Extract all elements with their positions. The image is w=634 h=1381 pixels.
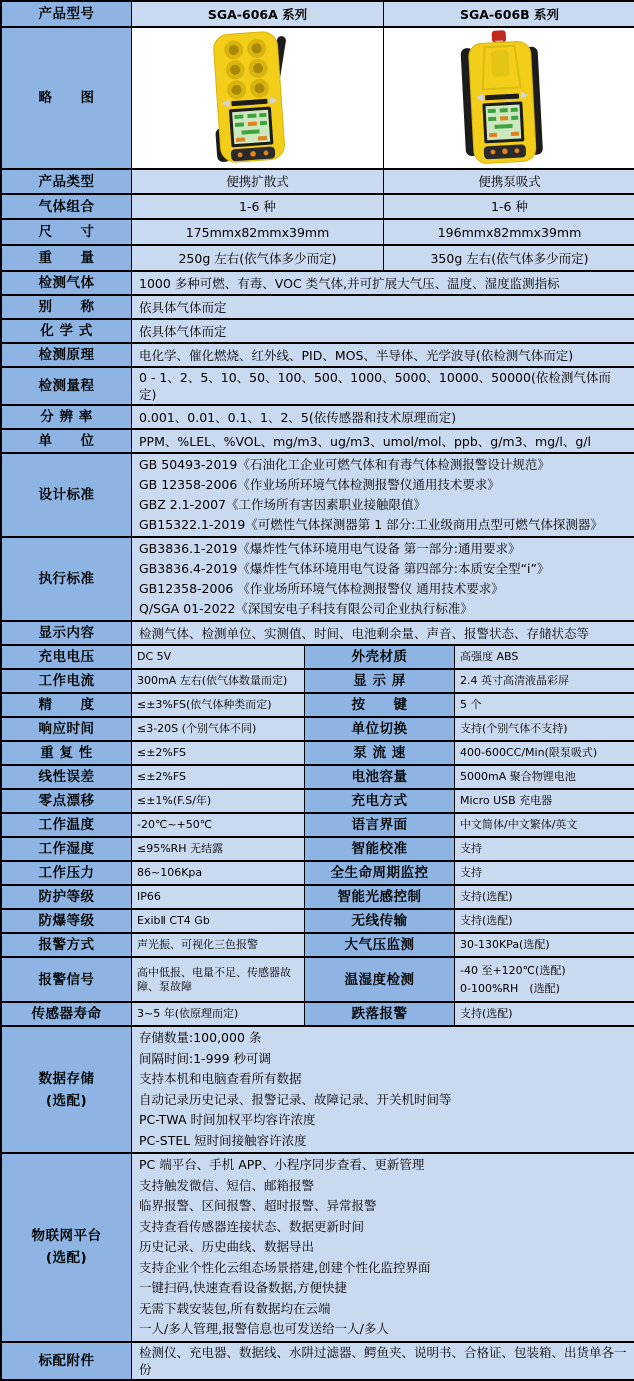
product-photo-sga606b xyxy=(384,28,634,170)
spec-value-cell: 便携泵吸式 xyxy=(384,170,634,195)
spec-label-cell: 泵 流 速 xyxy=(305,742,455,766)
spec-value-cell: 支持(选配) xyxy=(455,910,634,934)
spec-label-cell: 线性误差 xyxy=(2,766,132,790)
spec-label-cell: 报警信号 xyxy=(2,958,132,1003)
spec-line: -40 至+120℃(选配) xyxy=(460,963,566,977)
spec-label-cell: 大气压监测 xyxy=(305,934,455,958)
spec-value-cell: 1-6 种 xyxy=(384,195,634,220)
product-photo-sga606a xyxy=(132,28,384,170)
spec-line: GB3836.1-2019《爆炸性气体环境用电气设备 第一部分:通用要求》 xyxy=(139,541,521,556)
spec-value-cell: 支持 xyxy=(455,838,634,862)
spec-value-cell: ≤±3%FS(依气体种类而定) xyxy=(132,694,305,718)
spec-value-cell: 电化学、催化燃烧、红外线、PID、MOS、半导体、光学波导(依检测气体而定) xyxy=(132,344,634,368)
spec-label-cell: 工作电流 xyxy=(2,670,132,694)
spec-line: PC-STEL 短时间接触容许浓度 xyxy=(139,1132,307,1148)
spec-section-bottom xyxy=(2,1027,634,1381)
spec-label-cell: 重 复 性 xyxy=(2,742,132,766)
spec-line: PC 端平台、手机 APP、小程序同步查看、更新管理 xyxy=(139,1157,425,1172)
spec-value-cell: 依具体气体而定 xyxy=(132,320,634,344)
spec-line: GB 12358-2006《作业场所环境气体检测报警仪通用技术要求》 xyxy=(139,477,500,492)
spec-section-specs2col xyxy=(2,272,634,646)
spec-line: 一键扫码,快速查看设备数据,方便快捷 xyxy=(139,1280,347,1295)
spec-value-cell: 高强度 ABS xyxy=(455,646,634,670)
spec-value-cell: 支持(选配) xyxy=(455,886,634,910)
spec-value-cell: 300mA 左右(依气体数量而定) xyxy=(132,670,305,694)
spec-line: 0-100%RH (选配) xyxy=(460,981,560,995)
spec-line: GBZ 2.1-2007《工作场所有害因素职业接触限值》 xyxy=(139,497,427,512)
spec-label-cell xyxy=(2,1027,132,1154)
spec-value-cell: 400-600CC/Min(限泵吸式) xyxy=(455,742,634,766)
spec-label-cell: 设计标准 xyxy=(2,454,132,538)
spec-value-cell: Micro USB 充电器 xyxy=(455,790,634,814)
spec-label-cell: 气体组合 xyxy=(2,195,132,220)
spec-value-cell: 250g 左右(依气体多少而定) xyxy=(132,246,384,272)
spec-label-cell: 检测原理 xyxy=(2,344,132,368)
spec-value-cell: ≤±2%FS xyxy=(132,766,305,790)
spec-label-cell: 外壳材质 xyxy=(305,646,455,670)
spec-value-cell xyxy=(132,1154,634,1343)
spec-label-cell: 显 示 屏 xyxy=(305,670,455,694)
spec-value-cell: 3~5 年(依原理而定) xyxy=(132,1003,305,1027)
spec-value-cell: ≤3-20S (个别气体不同) xyxy=(132,718,305,742)
spec-line: 数据存储 xyxy=(38,1070,95,1087)
spec-label-cell: 工作湿度 xyxy=(2,838,132,862)
spec-line: Q/SGA 01-2022《深国安电子科技有限公司企业执行标准》 xyxy=(139,601,473,616)
spec-line: 历史记录、历史曲线、数据导出 xyxy=(139,1239,315,1254)
spec-line: GB15322.1-2019《可燃性气体探测器第 1 部分:工业级商用点型可燃气体探测器》 xyxy=(139,517,603,532)
spec-label-cell: 传感器寿命 xyxy=(2,1003,132,1027)
spec-value-cell: 高中低报、电量不足、传感器故障、泵故障 xyxy=(132,958,305,1003)
spec-value-cell: 350g 左右(依气体多少而定) xyxy=(384,246,634,272)
spec-value-cell: 2.4 英寸高清液晶彩屏 xyxy=(455,670,634,694)
spec-value-cell: 检测仪、充电器、数据线、水阱过滤器、鳄鱼夹、说明书、合格证、包装箱、出货单各一份 xyxy=(132,1343,634,1381)
spec-line: 支持企业个性化云组态场景搭建,创建个性化监控界面 xyxy=(139,1259,431,1275)
spec-line: 无需下载安装包,所有数据均在云端 xyxy=(139,1300,331,1316)
spec-value-cell: ≤±2%FS xyxy=(132,742,305,766)
spec-line: PC-TWA 时间加权平均容许浓度 xyxy=(139,1112,316,1127)
spec-label-cell: 智能校准 xyxy=(305,838,455,862)
spec-label-cell: 温湿度检测 xyxy=(305,958,455,1003)
spec-line: 临界报警、区间报警、超时报警、异常报警 xyxy=(139,1198,377,1213)
spec-line: 一人/多人管理,报警信息也可发送给一人/多人 xyxy=(139,1321,389,1336)
spec-line: 自动记录历史记录、报警记录、故障记录、开关机时间等 xyxy=(139,1091,452,1107)
spec-value-cell: 0.001、0.01、0.1、1、2、5(依传感器和技术原理而定) xyxy=(132,406,634,430)
spec-value-cell: SGA-606A 系列 xyxy=(132,2,384,28)
device-photo-sga606a-svg xyxy=(183,30,333,166)
spec-value-cell: 支持(个别气体不支持) xyxy=(455,718,634,742)
spec-label-cell: 防护等级 xyxy=(2,886,132,910)
spec-value-cell: PPM、%LEL、%VOL、mg/m3、ug/m3、umol/mol、ppb、g/m3、mg/l、g/l xyxy=(132,430,634,454)
spec-line: (选配) xyxy=(45,1092,88,1109)
spec-label-cell: 标配附件 xyxy=(2,1343,132,1381)
spec-value-cell: 30-130KPa(选配) xyxy=(455,934,634,958)
spec-value-cell: ExibⅡ CT4 Gb xyxy=(132,910,305,934)
spec-value-cell: 5 个 xyxy=(455,694,634,718)
spec-label-cell: 充电电压 xyxy=(2,646,132,670)
spec-value-cell xyxy=(132,454,634,538)
spec-value-cell xyxy=(455,958,634,1003)
spec-value-cell: ≤±1%(F.S/年) xyxy=(132,790,305,814)
spec-value-cell: 支持(选配) xyxy=(455,1003,634,1027)
spec-value-cell: 检测气体、检测单位、实测值、时间、电池剩余量、声音、报警状态、存储状态等 xyxy=(132,622,634,646)
spec-label-cell: 语言界面 xyxy=(305,814,455,838)
spec-line: 支持本机和电脑查看所有数据 xyxy=(139,1071,302,1086)
spec-line: 存储数量:100,000 条 xyxy=(139,1030,262,1045)
spec-line: GB 50493-2019《石油化工企业可燃气体和有毒气体检测报警设计规范》 xyxy=(139,457,550,472)
spec-label-cell: 略 图 xyxy=(2,28,132,170)
spec-label-cell: 精 度 xyxy=(2,694,132,718)
spec-line: GB12358-2006 《作业场所环境气体检测报警仪 通用技术要求》 xyxy=(139,581,504,596)
spec-label-cell: 报警方式 xyxy=(2,934,132,958)
spec-label-cell: 重 量 xyxy=(2,246,132,272)
spec-label-cell: 单位切换 xyxy=(305,718,455,742)
spec-label-cell: 单 位 xyxy=(2,430,132,454)
spec-value-cell: 175mmx82mmx39mm xyxy=(132,220,384,246)
spec-value-cell: 196mmx82mmx39mm xyxy=(384,220,634,246)
spec-value-cell: SGA-606B 系列 xyxy=(384,2,634,28)
spec-label-cell: 响应时间 xyxy=(2,718,132,742)
spec-line: 间隔时间:1-999 秒可调 xyxy=(139,1050,272,1066)
spec-value-cell: 1000 多种可燃、有毒、VOC 类气体,并可扩展大气压、温度、湿度监测指标 xyxy=(132,272,634,296)
spec-label-cell: 工作温度 xyxy=(2,814,132,838)
spec-label-cell: 检测量程 xyxy=(2,368,132,406)
spec-label-cell: 防爆等级 xyxy=(2,910,132,934)
spec-value-cell: 便携扩散式 xyxy=(132,170,384,195)
spec-value-cell xyxy=(132,538,634,622)
spec-label-cell: 无线传输 xyxy=(305,910,455,934)
spec-value-cell: 声光振、可视化三色报警 xyxy=(132,934,305,958)
spec-label-cell: 检测气体 xyxy=(2,272,132,296)
spec-label-cell: 分 辨 率 xyxy=(2,406,132,430)
spec-label-cell: 化 学 式 xyxy=(2,320,132,344)
spec-label-cell: 显示内容 xyxy=(2,622,132,646)
spec-label-cell: 执行标准 xyxy=(2,538,132,622)
spec-label-cell: 按 键 xyxy=(305,694,455,718)
spec-label-cell xyxy=(2,1154,132,1343)
spec-label-cell: 尺 寸 xyxy=(2,220,132,246)
spec-line: 支持查看传感器连接状态、数据更新时间 xyxy=(139,1218,365,1234)
spec-value-cell: 5000mA 聚合物锂电池 xyxy=(455,766,634,790)
spec-label-cell: 全生命周期监控 xyxy=(305,862,455,886)
spec-label-cell: 产品型号 xyxy=(2,2,132,28)
spec-section-top xyxy=(2,2,634,272)
spec-value-cell xyxy=(132,1027,634,1154)
spec-line: 物联网平台 xyxy=(31,1228,102,1245)
spec-label-cell: 充电方式 xyxy=(305,790,455,814)
spec-value-cell: -20℃~+50℃ xyxy=(132,814,305,838)
spec-value-cell: IP66 xyxy=(132,886,305,910)
spec-section-specs4col xyxy=(2,646,634,1027)
spec-label-cell: 电池容量 xyxy=(305,766,455,790)
spec-label-cell: 跌落报警 xyxy=(305,1003,455,1027)
spec-line: 支持触发微信、短信、邮箱报警 xyxy=(139,1177,315,1193)
spec-line: GB3836.4-2019《爆炸性气体环境用电气设备 第四部分:本质安全型“i”》 xyxy=(139,561,550,576)
spec-label-cell: 智能光感控制 xyxy=(305,886,455,910)
spec-value-cell: 依具体气体而定 xyxy=(132,296,634,320)
spec-value-cell: DC 5V xyxy=(132,646,305,670)
spec-label-cell: 产品类型 xyxy=(2,170,132,195)
spec-label-cell: 零点漂移 xyxy=(2,790,132,814)
spec-value-cell: 支持 xyxy=(455,862,634,886)
spec-value-cell: 0 - 1、2、5、10、50、100、500、1000、5000、10000、50000(依检测气体而定) xyxy=(132,368,634,406)
spec-label-cell: 别 称 xyxy=(2,296,132,320)
spec-line: (选配) xyxy=(45,1250,88,1267)
spec-value-cell: ≤95%RH 无结露 xyxy=(132,838,305,862)
spec-value-cell: 86~106Kpa xyxy=(132,862,305,886)
spec-value-cell: 1-6 种 xyxy=(132,195,384,220)
spec-label-cell: 工作压力 xyxy=(2,862,132,886)
device-photo-sga606b-svg xyxy=(435,30,585,166)
spec-value-cell: 中文简体/中文繁体/英文 xyxy=(455,814,634,838)
